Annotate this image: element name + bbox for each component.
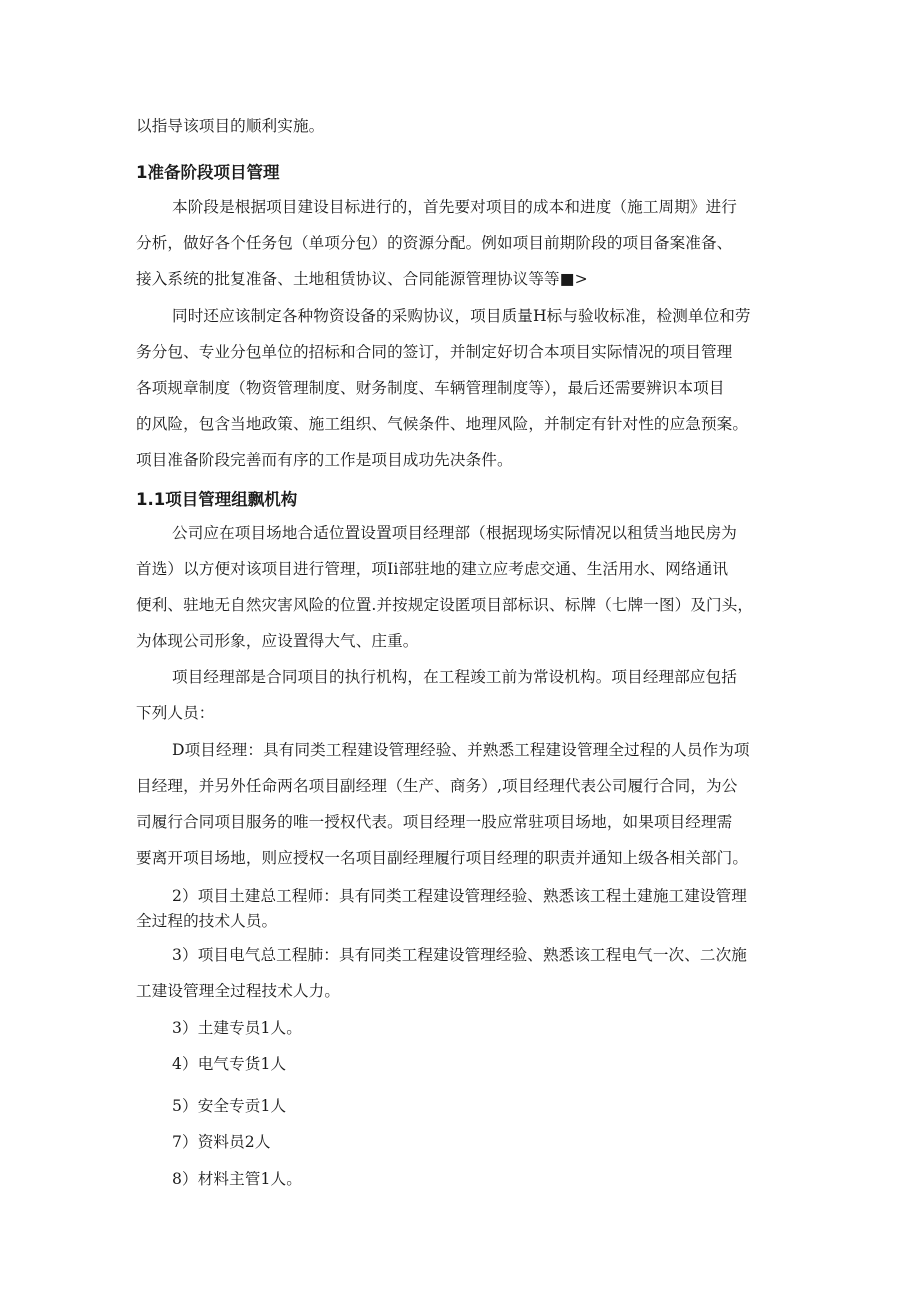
text-line: 目经理，并另外任命两名项目副经理（生产、商务）,项目经理代表公司履行合同，为公 — [136, 777, 738, 795]
text-line: 务分包、专业分包单位的招标和合同的签订，并制定好切合本项目实际情况的项目管理 — [136, 343, 733, 361]
text-line: 要离开项目场地，则应授权一名项目副经理履行项目经理的职责并通知上级各相关部门。 — [136, 849, 749, 867]
text-line: 司履行合同项目服务的唯一授权代表。项目经理一股应常驻项目场地，如果项目经理需 — [136, 813, 733, 831]
text-line: 2）项目土建总工程师：具有同类工程建设管理经验、熟悉该工程土建施工建设管理 — [172, 887, 747, 905]
text-line: 以指导该项目的顺利实施。 — [136, 117, 325, 135]
text-line: 的风险，包含当地政策、施工组织、气候条件、地理风险，并制定有针对性的应急预案。 — [136, 415, 749, 433]
text-line: 首选）以方便对该项目进行管理，项Ii部驻地的建立应考虑交通、生活用水、网络通讯 — [136, 560, 729, 578]
section-heading: 1准备阶段项目管理 — [136, 163, 280, 182]
text-line: 项目经理部是合同项目的执行机构，在工程竣工前为常设机构。项目经理部应包括 — [172, 668, 737, 686]
text-line: 下列人员： — [136, 704, 215, 722]
staff-list — [136, 0, 536, 1200]
list-item: 8）材料主管1人。 — [172, 1170, 302, 1188]
text-line: 各项规章制度（物资管理制度、财务制度、车辆管理制度等），最后还需要辨识本项目 — [136, 379, 725, 397]
list-item: 5）安全专贡1人 — [172, 1097, 287, 1115]
text-line: 公司应在项目场地合适位置设置项目经理部（根据现场实际情况以租赁当地民房为 — [172, 524, 737, 542]
text-line: 为体现公司形象，应设置得大气、庄重。 — [136, 632, 419, 650]
text-line: 本阶段是根据项目建设目标进行的，首先要对项目的成本和进度（施工周期》进行 — [172, 198, 737, 216]
text-line: 接入系统的批复准备、土地租赁协议、合同能源管理协议等等■> — [136, 270, 588, 288]
text-line: 便利、驻地无自然灾害风险的位置.并按规定设匿项目部标识、标牌（七牌一图）及门头， — [136, 596, 754, 614]
list-item: 3）土建专员1人。 — [172, 1019, 302, 1037]
text-line: 工建设管理全过程技术人力。 — [136, 982, 341, 1000]
text-line: D项目经理：具有同类工程建设管理经验、并熟悉工程建设管理全过程的人员作为项 — [172, 741, 750, 759]
subsection-heading: 1.1项目管理组飘机构 — [136, 490, 298, 509]
text-line: 分析，做好各个任务包（单项分包）的资源分配。例如项目前期阶段的项目备案准备、 — [136, 234, 733, 252]
text-line: 项目准备阶段完善而有序的工作是项目成功先决条件。 — [136, 451, 513, 469]
list-item: 4）电气专货1人 — [172, 1055, 287, 1073]
text-line: 3）项目电气总工程肺：具有同类工程建设管理经验、熟悉该工程电气一次、二次施 — [172, 946, 747, 964]
list-item: 7）资料员2人 — [172, 1133, 271, 1151]
text-line: 同时还应该制定各种物资设备的采购协议，项目质量H标与验收标准，检测单位和劳 — [172, 307, 751, 325]
text-line: 全过程的技术人员。 — [136, 912, 278, 930]
